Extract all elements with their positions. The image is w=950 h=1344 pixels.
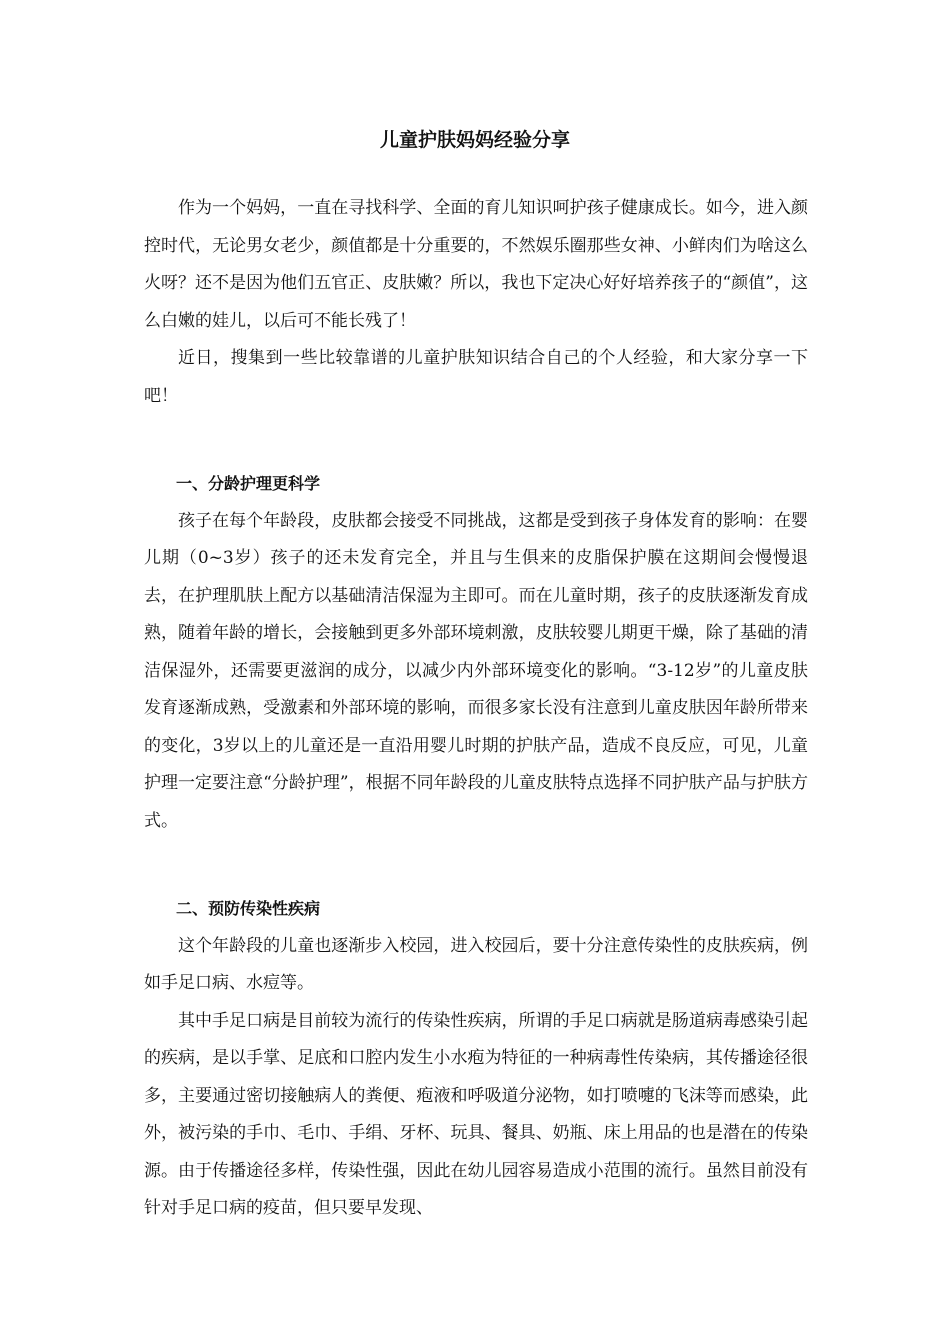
intro-paragraph: 近日，搜集到一些比较靠谱的儿童护肤知识结合自己的个人经验，和大家分享一下吧！ xyxy=(144,348,808,406)
section-paragraph: 孩子在每个年龄段，皮肤都会接受不同挑战，这都是受到孩子身体发育的影响：在婴儿期（0~3岁）孩子的还未发育完全，并且与生俱来的皮脂保护膜在这期间会慢慢退去，在护理肌肤上配方以基础清洁保湿为主即可。而在儿童时期，孩子的皮肤逐渐发育成熟，随着年龄的增长，会接触到更多外部环境刺激，皮肤较婴儿期更干燥，除了基础的清洁保湿外，还需要更滋润的成分，以减少内外部环境变化的影响。“3-12岁”的儿童皮肤发育逐渐成熟，受激素和外部环境的影响，而很多家长没有注意到儿童皮肤因年龄所带来的变化，3岁以上的儿童还是一直沿用婴儿时期的护肤产品，造成不良反应，可见，儿童护理一定要注意“分龄护理”，根据不同年龄段的儿童皮肤特点选择不同护肤产品与护肤方式。 xyxy=(144,510,808,831)
intro-paragraph: 作为一个妈妈，一直在寻找科学、全面的育儿知识呵护孩子健康成长。如今，进入颜控时代，无论男女老少，颜值都是十分重要的，不然娱乐圈那些女神、小鲜肉们为啥这么火呀？还不是因为他们五官正、皮肤嫩？所以，我也下定决心好好培养孩子的“颜值”，这么白嫩的娃儿，以后可不能长残了！ xyxy=(144,198,808,331)
section-disease-prevention xyxy=(144,890,808,1228)
section-paragraph: 其中手足口病是目前较为流行的传染性疾病，所谓的手足口病就是肠道病毒感染引起的疾病，是以手掌、足底和口腔内发生小水疱为特征的一种病毒性传染病，其传播途径很多，主要通过密切接触病人的粪便、疱液和呼吸道分泌物，如打喷嚏的飞沫等而感染，此外，被污染的手巾、毛巾、手绢、牙杯、玩具、餐具、奶瓶、床上用品的也是潜在的传染源。由于传播途径多样，传染性强，因此在幼儿园容易造成小范围的流行。虽然目前没有针对手足口病的疫苗，但只要早发现、 xyxy=(144,1010,808,1218)
section-paragraph: 这个年龄段的儿童也逐渐步入校园，进入校园后，要十分注意传染性的皮肤疾病，例如手足口病、水痘等。 xyxy=(144,935,808,993)
document-title: 儿童护肤妈妈经验分享 xyxy=(379,129,570,151)
section-spacer xyxy=(144,415,808,465)
section-spacer xyxy=(144,840,808,890)
section-heading: 二、预防传染性疾病 xyxy=(176,899,321,918)
document-body xyxy=(144,190,808,1228)
section-age-care xyxy=(144,465,808,840)
section-heading: 一、分龄护理更科学 xyxy=(176,474,321,493)
